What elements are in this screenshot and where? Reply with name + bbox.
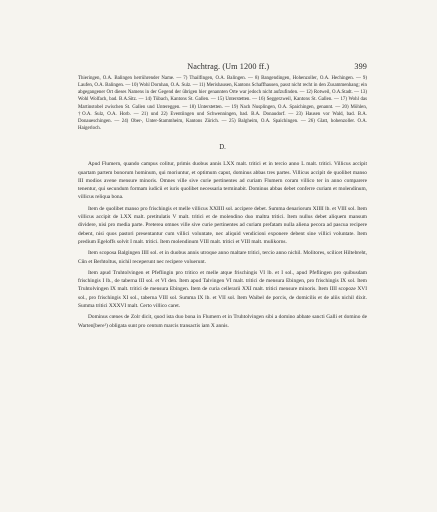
- running-title: Nachtrag. (Um 1200 ff.): [187, 62, 270, 71]
- footnotes-block: Thieringen, O.A. Balingen herrührender Name. — 7) Thailfingen, O.A. Balingen. — 8) Bangendingen, Hohenzoller, O.A. Hechingen. — 9) Laufen, O.A. Balingen. — 10) Wohl Dornhan, O.A. Sulz. — 11) Merishausen, Kantons Schaffhausen, passt nicht recht in den Zusammenhang; ein abgegangener Ort dieses Namens in der Gegend der übrigen hier genannten Orte war jedoch nicht aufzufinden. — 12) Rotweil, O.A.Stadt. — 13) Wohl Wolfach, bad. B.A.Sitz. — 14) Tübach, Kantons St. Gallen. — 15) Unterstetten. — 16) Seggerzweil, Kantons St. Gallen. — 17) Wohl das Martinstobel zwischen St. Gallen und Untereggen. — 18) Unterstetten. — 19) Nach Nusplingen, O.A. Spaichingen, genannt. — 20) Möhlen, †O.A. Sulz, O.A. Horb. — 21) und 22) Eventiingen und Schwenningen, bad. B.A. Donaudorf. — 23) Hausen vor Wald, bad. B.A. Donaueschingen. — 24) Ober-, Unter-Stammheim, Kantons Zürich. — 25) Balgheim, O.A. Spaichingen. — 26) Glatt, hohenzoller. O.A. Haigerloch.: [78, 76, 367, 132]
- running-header: [78, 62, 367, 71]
- paragraph-zolr: Dominus cœnes de Zolr dicit, quod ista duo bona in Flumern et in Truhtolvingen sibi a domino abbate sancti Galli et domino de Warten[bere¹) obligata sunt pro centum marcis transactis iam X annis.: [78, 314, 367, 329]
- paragraph-frischingis: Item de quolibet manso pro frischingis et melle villicus XXIIII sol. accipere debet. Summa denariorum XIIII lb. et VIII sol. Item villicus accipit de LXX malt. pretitulatis V malt. tritici et de molendino duo maltra tritici. Item nullus debet aliquem mansum dividere, nisi pro media parte. Preterea omnes ville sive curie pertinentes ad curiam prefatam nulla aliena pecora ad pascua recipere debent, nisi quos pastori presentantur cum villici voluntate, nec aliquid vendicioni exponere debent sine villici voluntate. Item predium Egeloffs solvit I malt. tritici. Item molendinum VIII malt. tritici et VIII malt. mulikorns.: [78, 205, 367, 245]
- paragraph-truhtolvingen: Item apud Truhtolvingen et Pfeflingin pro tritico et melle atque frischingis VI lb. et I sol., apud Pfeflingen pro quibusdam frischingis I lb., de taberna III sol. et VI den. Item apud Talvingen VI malt. tritici de mensura Ebingen, pro frischingis IX sol. Item Truhtolvingen IX malt. tritici de mensura Ebingen. Item de curia cellerarii XXI malt. tritici mensure minoris. Item IIII scopoze XVI sol., pro frischingis XI sol., taberna VIII sol. Summa IX lb. et VII sol. Item Waibel de porcis, de domicilis et de aliis nichil dixit. Summa tritici XXXVI malt. Certo villico caret.: [78, 269, 367, 309]
- section-heading: D.: [219, 144, 226, 152]
- page-number: 399: [354, 62, 367, 71]
- paragraph-flumern: Apud Flumern, quando campus colitur, primis duobus annis LXX malt. tritici et in tercio anno L malt. tritici. Villicus accipit quartam partem bonorum hominum, qui moriuntur, et optimum caput, dominus abbas tres partes. Villicus accipit de quolibet manso III modios avene mensure minoris. Omnes ville sive curie pertinentes ad curiam Flumern coram villico ter in anno comparere tenentur, qui secundum formam iudicii et iuris quolibet necessaria terminabit. Dominus abbas debet conferre curiam et molendinum, villicus reliqua bona.: [78, 161, 367, 201]
- paragraph-balgingen: Item scoposa Balgingen IIII sol. et in duobus annis utroque anno maltare tritici, tercio anno nichil. Molitores, scilicet Hiltebreht, Cûn et Berhtoltus, nichil receperunt nec recipere voluerunt.: [78, 250, 367, 265]
